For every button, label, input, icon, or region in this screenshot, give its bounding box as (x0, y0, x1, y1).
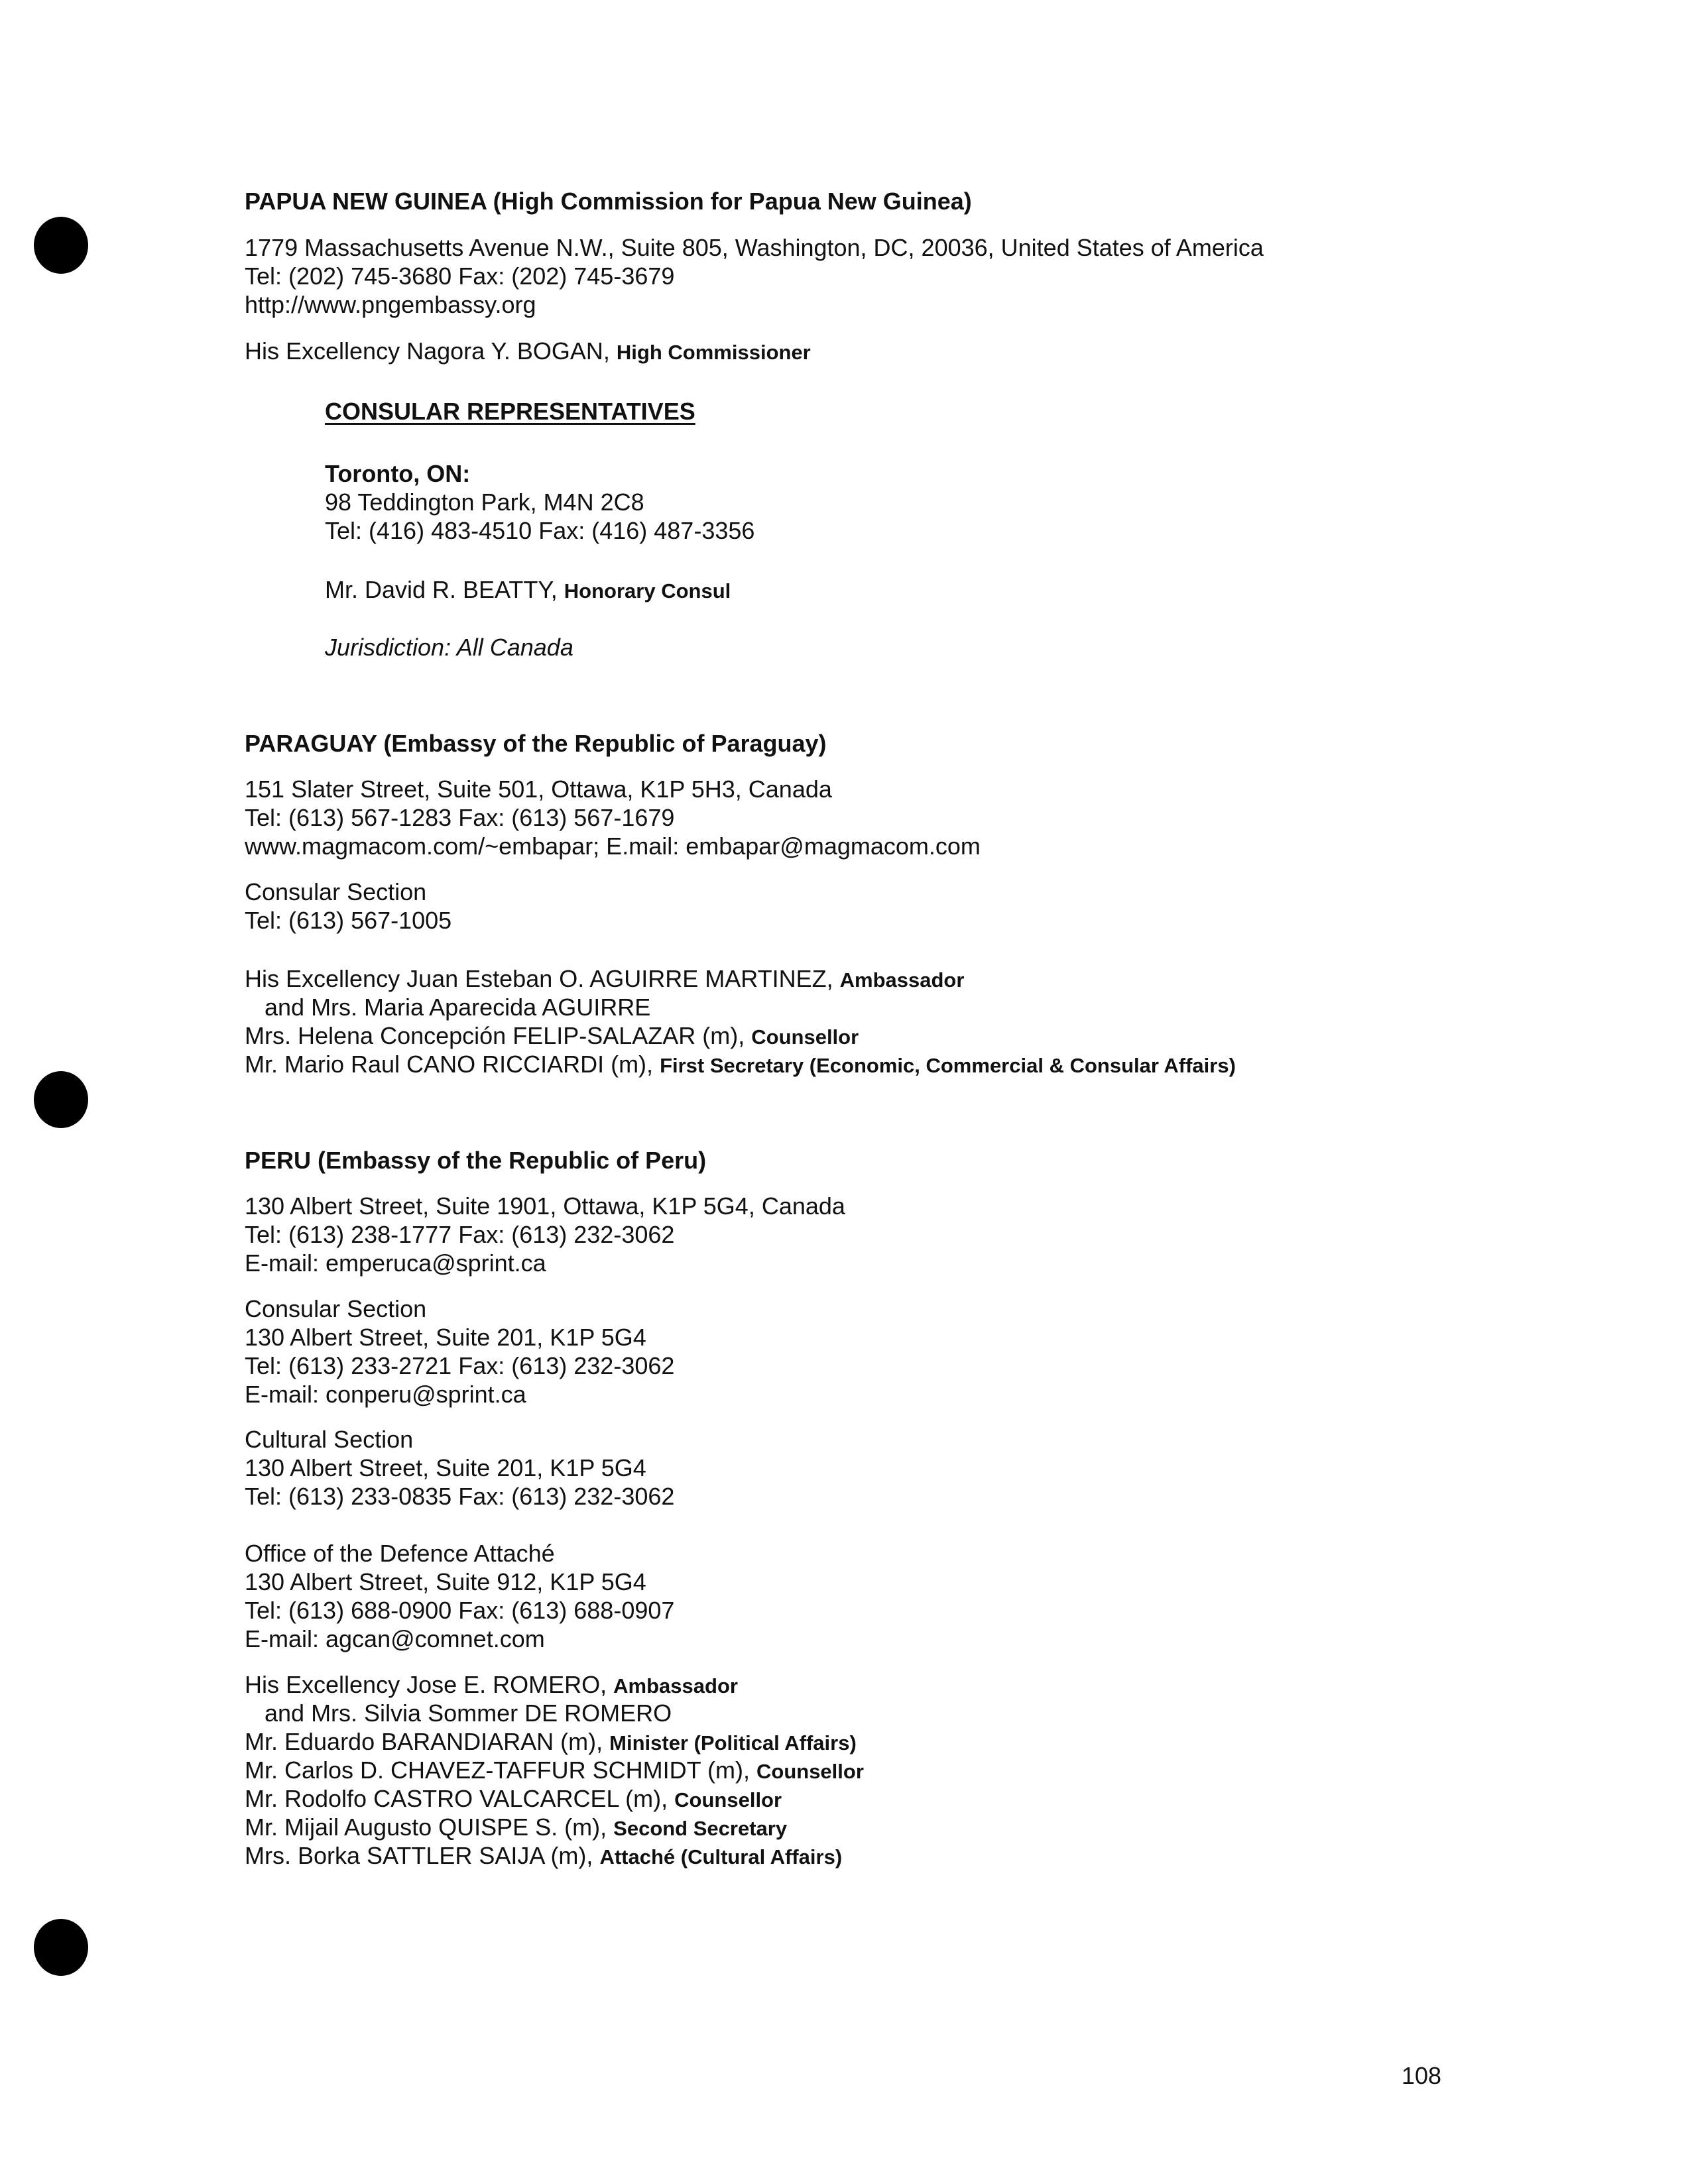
peru-cultural-label: Cultural Section (245, 1426, 414, 1453)
peru-heading: PERU (Embassy of the Republic of Peru) (245, 1147, 707, 1174)
staff-role: Ambassador (839, 968, 965, 992)
paraguay-staff-row (265, 993, 650, 1021)
staff-role: Attaché (Cultural Affairs) (599, 1845, 843, 1868)
peru-consular-tel: Tel: (613) 233-2721 Fax: (613) 232-3062 (245, 1352, 675, 1379)
staff-name: Mr. Rodolfo CASTRO VALCARCEL (m), (245, 1785, 668, 1812)
png-consul-address: 98 Teddington Park, M4N 2C8 (325, 489, 644, 516)
staff-name: and Mrs. Silvia Sommer DE ROMERO (265, 1699, 672, 1727)
staff-name: and Mrs. Maria Aparecida AGUIRRE (265, 994, 651, 1021)
png-consul-name: Mr. David R. BEATTY, (325, 576, 558, 603)
png-consular-heading: CONSULAR REPRESENTATIVES (325, 398, 695, 425)
png-web: http://www.pngembassy.org (245, 291, 536, 318)
png-address: 1779 Massachusetts Avenue N.W., Suite 805, Washington, DC, 20036, United States of America (245, 234, 1264, 261)
peru-cultural-address: 130 Albert Street, Suite 201, K1P 5G4 (245, 1454, 646, 1481)
peru-staff-row (245, 1727, 857, 1757)
peru-defence-email: E-mail: agcan@comnet.com (245, 1625, 545, 1652)
peru-staff-row (245, 1756, 864, 1786)
paraguay-address: 151 Slater Street, Suite 501, Ottawa, K1P 5H3, Canada (245, 776, 832, 803)
staff-role: Counsellor (756, 1760, 864, 1783)
png-consul-tel: Tel: (416) 483-4510 Fax: (416) 487-3356 (325, 517, 755, 544)
peru-staff-row (245, 1813, 787, 1843)
staff-name: Mr. Carlos D. CHAVEZ-TAFFUR SCHMIDT (m), (245, 1756, 750, 1784)
punch-hole-bottom (34, 1919, 88, 1976)
staff-name: His Excellency Juan Esteban O. AGUIRRE MARTINEZ, (245, 965, 833, 992)
peru-cultural-tel: Tel: (613) 233-0835 Fax: (613) 232-3062 (245, 1483, 675, 1510)
png-consul-role: Honorary Consul (564, 579, 731, 603)
png-consul-city: Toronto, ON: (325, 460, 471, 487)
peru-defence-tel: Tel: (613) 688-0900 Fax: (613) 688-0907 (245, 1597, 675, 1624)
staff-role: Minister (Political Affairs) (609, 1731, 857, 1754)
png-tel: Tel: (202) 745-3680 Fax: (202) 745-3679 (245, 262, 675, 290)
paraguay-heading: PARAGUAY (Embassy of the Republic of Paraguay) (245, 730, 827, 757)
peru-consular-address: 130 Albert Street, Suite 201, K1P 5G4 (245, 1324, 646, 1351)
peru-staff-row (245, 1670, 738, 1700)
paraguay-consular-tel: Tel: (613) 567-1005 (245, 907, 452, 934)
png-heading: PAPUA NEW GUINEA (High Commission for Papua New Guinea) (245, 188, 972, 215)
paraguay-staff-row (245, 1050, 1236, 1080)
staff-name: His Excellency Jose E. ROMERO, (245, 1671, 607, 1698)
peru-defence-address: 130 Albert Street, Suite 912, K1P 5G4 (245, 1568, 646, 1595)
staff-name: Mr. Eduardo BARANDIARAN (m), (245, 1728, 603, 1755)
peru-consular-label: Consular Section (245, 1295, 427, 1322)
staff-name: Mrs. Borka SATTLER SAIJA (m), (245, 1842, 593, 1869)
peru-staff-row (245, 1784, 782, 1814)
punch-hole-top (34, 217, 88, 274)
peru-staff-row (245, 1841, 842, 1871)
staff-role: Ambassador (613, 1674, 738, 1697)
staff-name: Mr. Mario Raul CANO RICCIARDI (m), (245, 1051, 654, 1078)
staff-role: First Secretary (Economic, Commercial & Consular Affairs) (660, 1054, 1236, 1077)
peru-defence-label: Office of the Defence Attaché (245, 1540, 555, 1567)
peru-consular-email: E-mail: conperu@sprint.ca (245, 1381, 526, 1408)
paraguay-consular-label: Consular Section (245, 878, 427, 905)
staff-name: Mr. Mijail Augusto QUISPE S. (m), (245, 1813, 607, 1841)
png-consul-line (325, 575, 731, 605)
png-head-role: High Commissioner (616, 341, 811, 364)
peru-tel: Tel: (613) 238-1777 Fax: (613) 232-3062 (245, 1221, 675, 1248)
paraguay-web: www.magmacom.com/~embapar; E.mail: embapar@magmacom.com (245, 833, 981, 860)
staff-role: Second Secretary (613, 1817, 788, 1840)
staff-role: Counsellor (751, 1025, 859, 1049)
staff-name: Mrs. Helena Concepción FELIP-SALAZAR (m), (245, 1022, 745, 1049)
peru-address: 130 Albert Street, Suite 1901, Ottawa, K1P 5G4, Canada (245, 1192, 845, 1220)
peru-staff-row (265, 1699, 672, 1727)
paraguay-staff-row (245, 964, 964, 994)
paraguay-tel: Tel: (613) 567-1283 Fax: (613) 567-1679 (245, 804, 675, 831)
punch-hole-middle (34, 1071, 88, 1128)
page-number: 108 (1402, 2062, 1442, 2089)
png-head-line (245, 337, 811, 367)
paraguay-staff-row (245, 1021, 859, 1051)
png-jurisdiction: Jurisdiction: All Canada (325, 634, 573, 661)
peru-email: E-mail: emperuca@sprint.ca (245, 1249, 546, 1277)
png-head-name: His Excellency Nagora Y. BOGAN, (245, 337, 610, 365)
staff-role: Counsellor (674, 1788, 782, 1811)
